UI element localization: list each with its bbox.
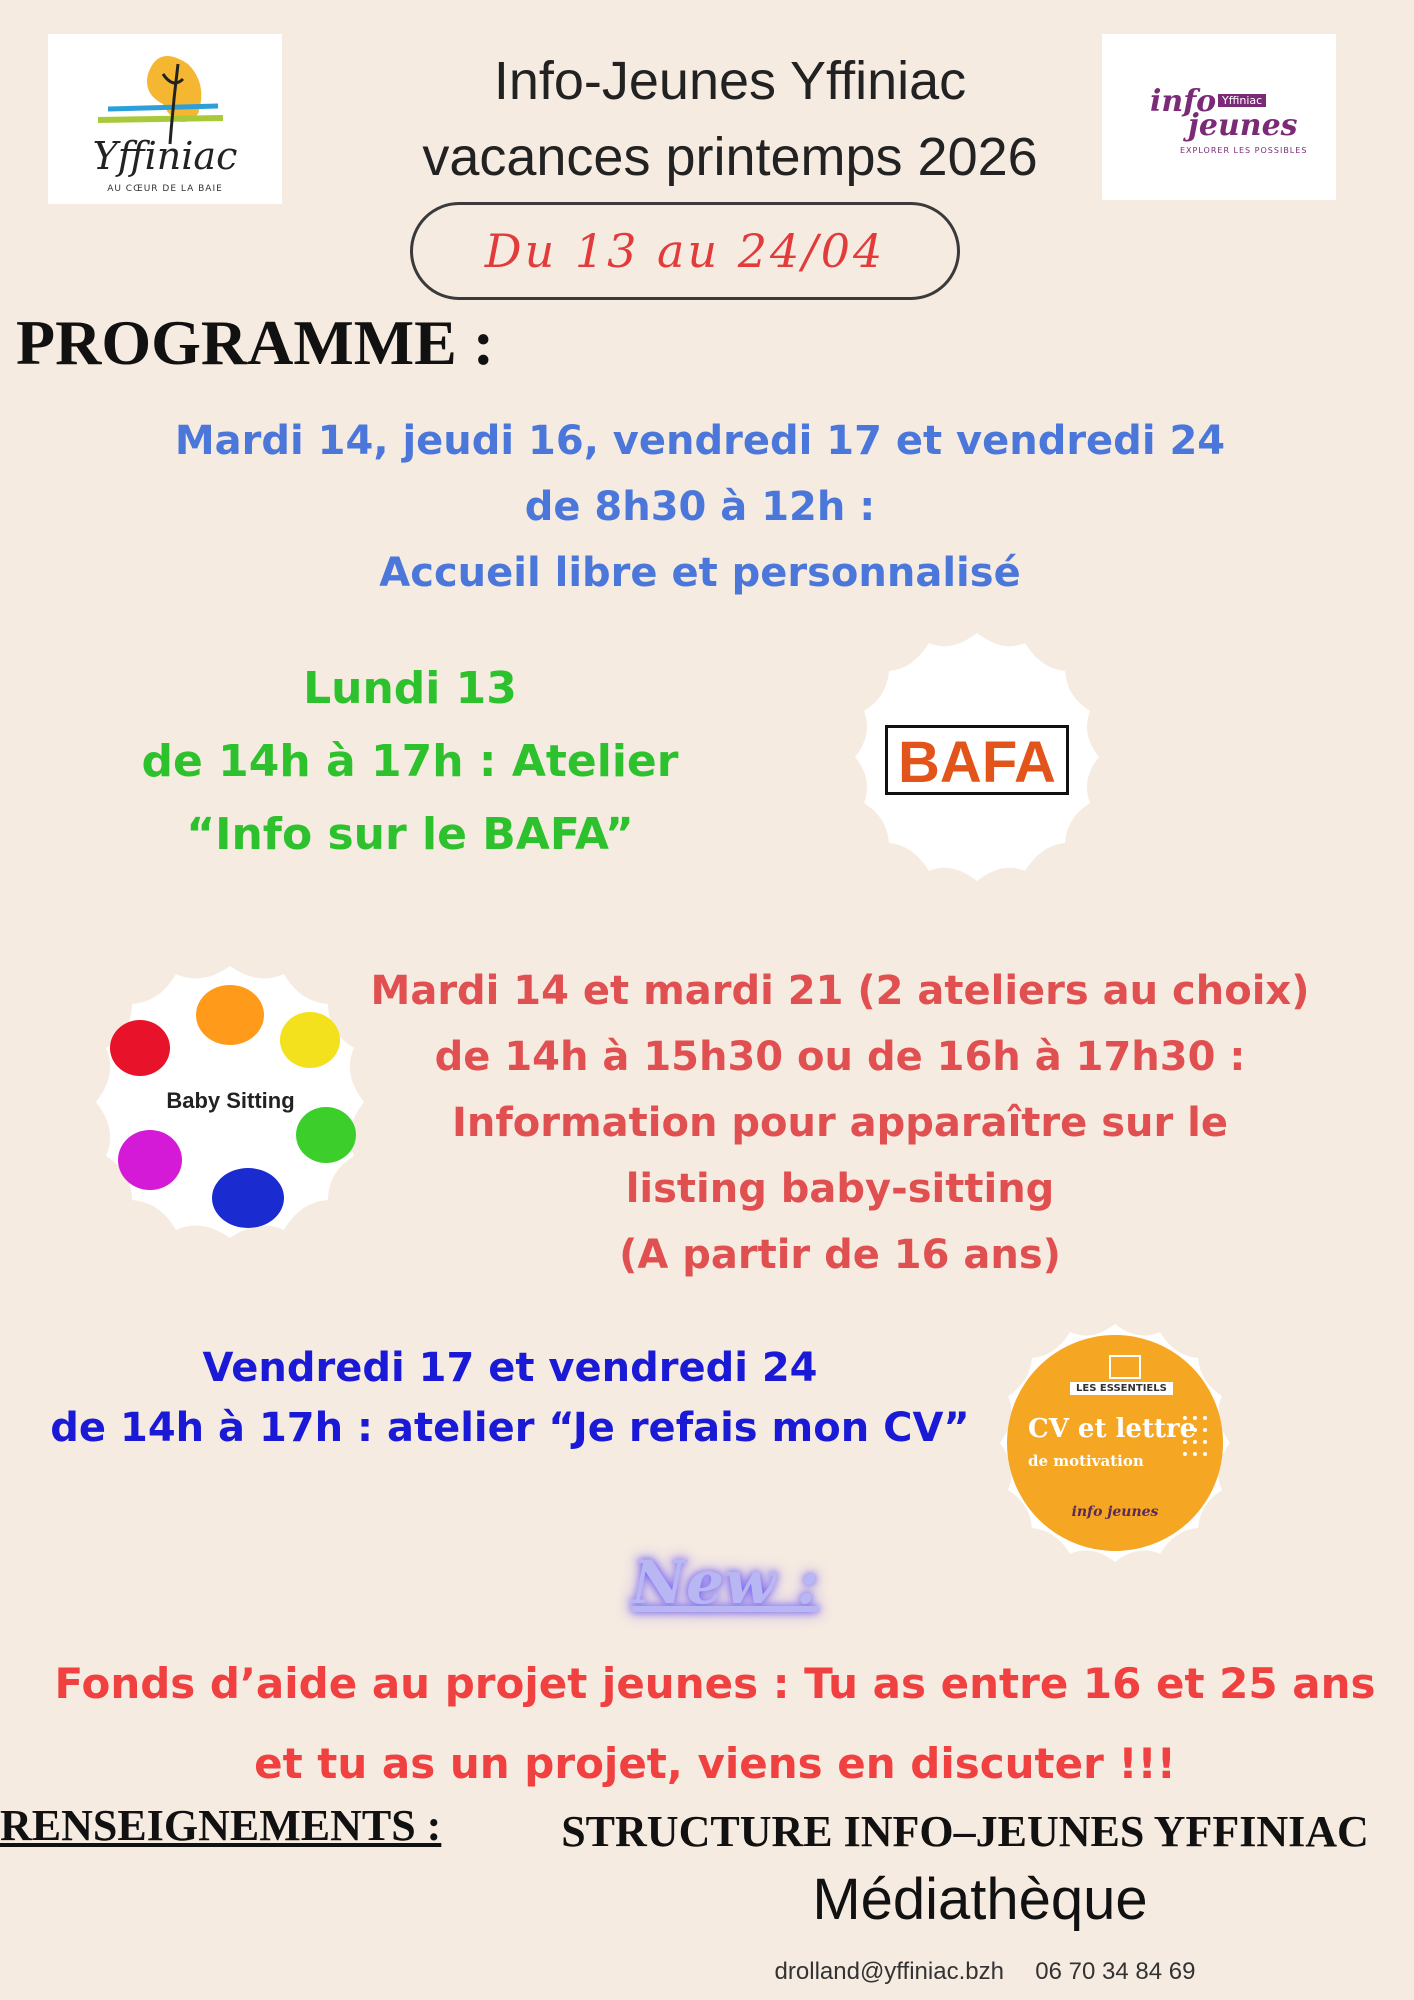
accueil-days: Mardi 14, jeudi 16, vendredi 17 et vendredi 24: [174, 418, 1226, 464]
contact-line: [660, 1958, 1310, 1986]
title-line-1: Info-Jeunes Yffiniac: [493, 51, 967, 111]
contact-phone[interactable]: 06 70 34 84 69: [1035, 1958, 1196, 1985]
bafa-day: Lundi 13: [303, 663, 517, 714]
structure-name: STRUCTURE INFO–JEUNES YFFINIAC: [561, 1807, 1369, 1856]
contact-email[interactable]: drolland@yffiniac.bzh: [774, 1958, 1004, 1985]
bafa-title: “Info sur le BAFA”: [186, 809, 634, 860]
accueil-hours: de 8h30 à 12h :: [524, 484, 876, 530]
fonds-line-2: et tu as un projet, viens en discuter !!!: [254, 1739, 1176, 1788]
fonds-line-1: Fonds d’aide au projet jeunes : Tu as entre 16 et 25 ans: [54, 1659, 1376, 1708]
babysitting-desc-2: listing baby-sitting: [625, 1166, 1055, 1212]
place-name: Médiathèque: [812, 1867, 1148, 1932]
cv-badge-subtitle: de motivation: [1028, 1452, 1144, 1470]
yffiniac-logo-tagline: AU CŒUR DE LA BAIE: [107, 184, 223, 194]
info-jeunes-logo-tagline: EXPLORER LES POSSIBLES: [1180, 146, 1308, 155]
babysitting-badge-text: Baby Sitting: [166, 1088, 295, 1113]
fonds-section: [30, 1644, 1400, 1804]
cv-badge-title: CV et lettre: [1028, 1414, 1197, 1444]
programme-heading: PROGRAMME :: [16, 307, 495, 378]
cv-badge: [990, 1318, 1240, 1568]
cv-section: [40, 1338, 980, 1458]
babysitting-age: (A partir de 16 ans): [619, 1232, 1061, 1278]
accueil-title: Accueil libre et personnalisé: [379, 550, 1021, 596]
accueil-section: [120, 408, 1280, 606]
yffiniac-logo-graphic: [48, 34, 282, 204]
cv-days: Vendredi 17 et vendredi 24: [202, 1345, 818, 1391]
babysitting-days: Mardi 14 et mardi 21 (2 ateliers au choix): [370, 968, 1310, 1014]
date-range-badge: Du 13 au 24/04: [410, 202, 960, 300]
bafa-badge-text: BAFA: [898, 730, 1056, 795]
new-label: New :: [631, 1548, 819, 1618]
renseignements-label: RENSEIGNEMENTS :: [0, 1801, 442, 1850]
yffiniac-logo-text: Yffiniac: [92, 134, 238, 178]
bafa-section: [110, 652, 710, 871]
bafa-hours: de 14h à 17h : Atelier: [141, 736, 679, 787]
babysitting-hours: de 14h à 15h30 ou de 16h à 17h30 :: [434, 1034, 1246, 1080]
cv-badge-top-label: LES ESSENTIELS: [1070, 1382, 1173, 1395]
info-jeunes-logo: [1102, 34, 1336, 200]
babysitting-section: [330, 958, 1350, 1288]
yffiniac-logo: [48, 34, 282, 204]
cv-hours: de 14h à 17h : atelier “Je refais mon CV”: [50, 1405, 970, 1451]
title-line-2: vacances printemps 2026: [422, 127, 1038, 187]
bafa-badge: [845, 625, 1110, 890]
info-jeunes-logo-town: Yffiniac: [1218, 94, 1266, 107]
info-jeunes-logo-jeunes: jeunes: [1188, 108, 1298, 143]
babysitting-desc-1: Information pour apparaître sur le: [452, 1100, 1228, 1146]
cv-badge-logo: info jeunes: [1071, 1504, 1159, 1520]
info-jeunes-logo-info: info: [1150, 84, 1217, 119]
